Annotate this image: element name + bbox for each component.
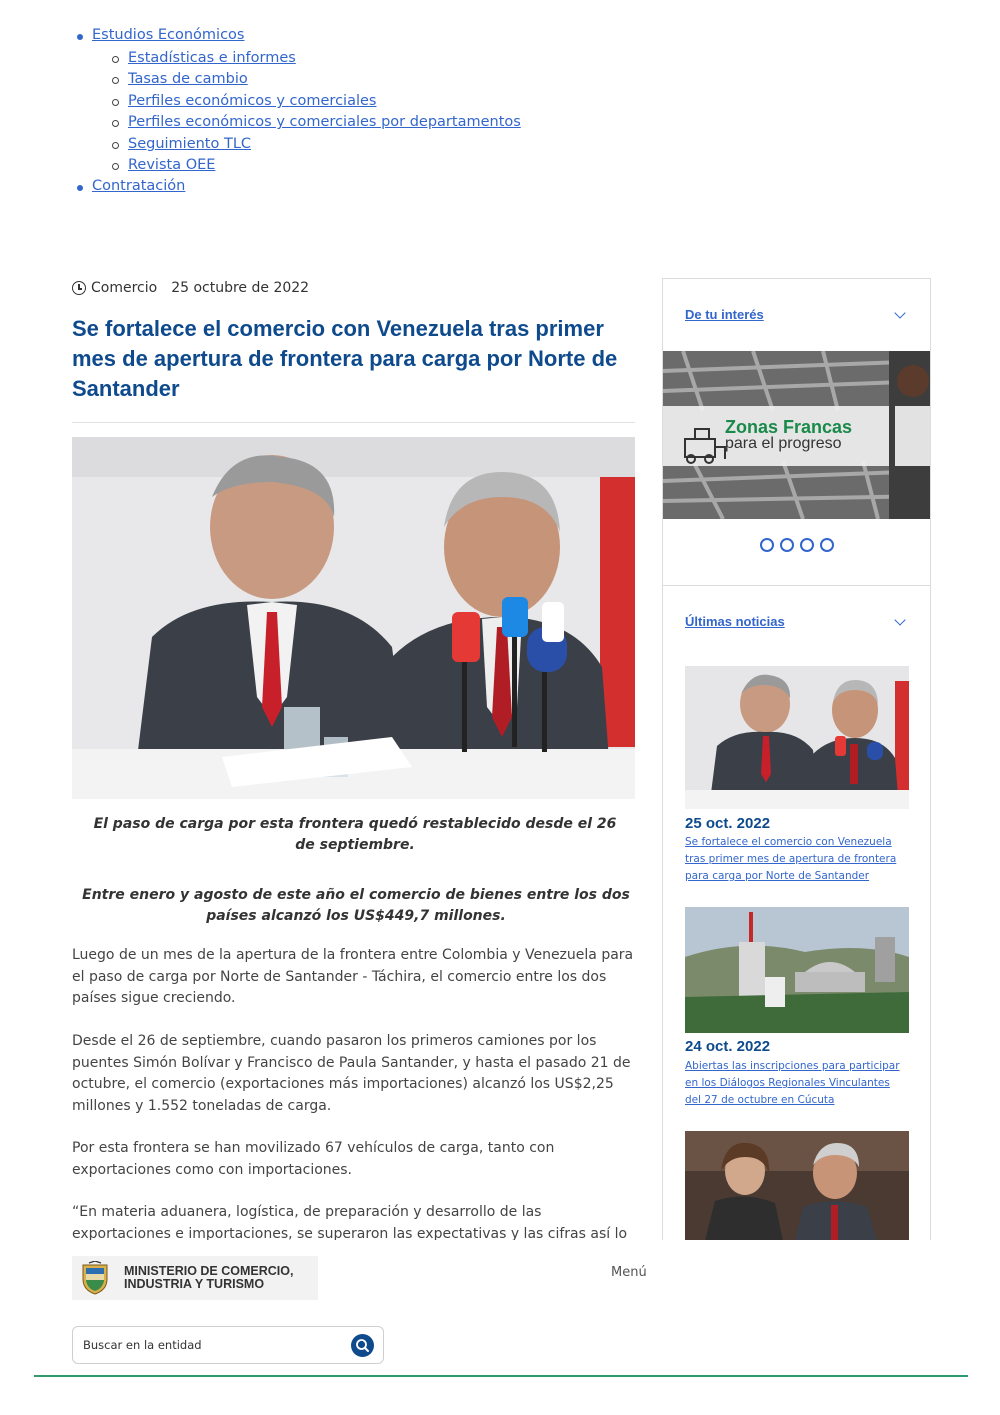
news-thumbnail[interactable]	[685, 1131, 909, 1240]
carousel-dot[interactable]	[800, 538, 814, 552]
meeting-thumbnail	[685, 1131, 909, 1240]
article-photo	[72, 437, 635, 799]
circle-bullet-icon	[112, 120, 119, 127]
nav-link[interactable]: Estudios Económicos	[92, 27, 245, 43]
article-paragraph: “En materia aduanera, logística, de preparación y desarrollo de las exportaciones e importaciones, se superaron las expectativas y las cifras así lo	[72, 1204, 628, 1240]
nav-item-tasas-de-cambio[interactable]	[128, 71, 248, 87]
search-box	[72, 1326, 384, 1364]
carousel-dots	[663, 538, 931, 552]
news-heading[interactable]: Últimas noticias	[685, 614, 785, 629]
photo-caption: El paso de carga por esta frontera quedó restablecido desde el 26 de septiembre.	[93, 816, 617, 853]
carousel-dot[interactable]	[760, 538, 774, 552]
nav-link[interactable]: Seguimiento TLC	[128, 136, 252, 152]
circle-bullet-icon	[112, 163, 119, 170]
nav-link[interactable]: Estadísticas e informes	[128, 50, 296, 66]
article-subheading: Entre enero y agosto de este año el comercio de bienes entre los dos países alcanzó los US$449,7 millones.	[82, 887, 630, 924]
banner-title: Zonas Francas	[725, 417, 853, 437]
coat-of-arms-icon	[80, 1261, 110, 1295]
carousel-dot[interactable]	[780, 538, 794, 552]
article-meta	[72, 280, 309, 296]
nav-link[interactable]: Tasas de cambio	[128, 71, 248, 87]
nav-item-estadisticas[interactable]	[128, 50, 296, 66]
news-title-link[interactable]: Se fortalece el comercio con Venezuela tras primer mes de apertura de frontera para carga por Norte de Santander	[685, 836, 897, 882]
chevron-down-icon[interactable]	[894, 307, 905, 318]
sidebar	[662, 278, 931, 1240]
bullet-icon	[77, 34, 83, 40]
press-conference-thumbnail	[685, 666, 909, 809]
nav-item-estudios-economicos[interactable]	[92, 27, 244, 43]
nav-item-seguimiento-tlc[interactable]	[128, 136, 251, 152]
chevron-down-icon[interactable]	[894, 614, 905, 625]
article-title: Se fortalece el comercio con Venezuela tras primer mes de apertura de frontera para carga por Norte de Santander	[72, 316, 618, 401]
search-icon	[351, 1334, 374, 1357]
search-button[interactable]	[351, 1334, 374, 1357]
nav-item-perfiles-departamentos[interactable]	[128, 114, 521, 130]
nav-link[interactable]: Revista OEE	[128, 157, 216, 173]
nav-item-revista-oee[interactable]	[128, 157, 215, 173]
ministry-logo[interactable]	[72, 1256, 318, 1300]
zonas-francas-banner[interactable]	[663, 351, 931, 519]
carousel-dot[interactable]	[820, 538, 834, 552]
article-category: Comercio	[91, 280, 158, 296]
interest-heading[interactable]: De tu interés	[685, 307, 764, 322]
circle-bullet-icon	[112, 99, 119, 106]
article-paragraph: Desde el 26 de septiembre, cuando pasaron los primeros camiones por los puentes Simón Bolívar y Francisco de Paula Santander, y hasta el pasado 21 de octubre, el comercio (exportaciones más importaciones) alcanzó los US$2,25 millones y 1.552 toneladas de carga.	[72, 1033, 631, 1114]
press-conference-image	[72, 437, 635, 799]
sidebar-divider	[663, 585, 931, 586]
title-divider	[72, 422, 635, 423]
banner-subtitle: para el progreso	[725, 435, 842, 452]
footer-accent-line	[34, 1375, 968, 1377]
nav-link[interactable]: Contratación	[92, 178, 186, 194]
news-date: 25 oct. 2022	[685, 815, 771, 832]
news-thumbnail[interactable]	[685, 907, 909, 1033]
circle-bullet-icon	[112, 56, 119, 63]
nav-link[interactable]: Perfiles económicos y comerciales por departamentos	[128, 114, 521, 130]
article-paragraph-clip	[72, 1202, 638, 1240]
circle-bullet-icon	[112, 142, 119, 149]
nav-item-contratacion[interactable]	[92, 178, 185, 194]
navigation-list	[0, 0, 1000, 240]
news-date: 24 oct. 2022	[685, 1038, 771, 1055]
city-skyline-thumbnail	[685, 907, 909, 1033]
nav-link[interactable]: Perfiles económicos y comerciales	[128, 93, 377, 109]
menu-button[interactable]: Menú	[611, 1265, 647, 1280]
article-paragraph: Por esta frontera se han movilizado 67 vehículos de carga, tanto con exportaciones como con importaciones.	[72, 1140, 555, 1178]
logo-line-1: MINISTERIO DE COMERCIO,	[124, 1264, 294, 1278]
nav-item-perfiles[interactable]	[128, 93, 376, 109]
circle-bullet-icon	[112, 77, 119, 84]
news-thumbnail[interactable]	[685, 666, 909, 809]
bullet-icon	[77, 185, 83, 191]
article-paragraph: Luego de un mes de la apertura de la frontera entre Colombia y Venezuela para el paso de carga por Norte de Santander - Táchira, el comercio entre los dos países sigue creciendo.	[72, 947, 634, 1006]
article-date: 25 octubre de 2022	[171, 280, 310, 296]
logo-line-2: INDUSTRIA Y TURISMO	[124, 1277, 265, 1291]
clock-icon	[72, 281, 86, 295]
logo-text	[124, 1265, 293, 1291]
search-input[interactable]	[83, 1335, 343, 1355]
news-title-link[interactable]: Abiertas las inscripciones para participar en los Diálogos Regionales Vinculantes del 27 de octubre en Cúcuta	[685, 1060, 900, 1106]
